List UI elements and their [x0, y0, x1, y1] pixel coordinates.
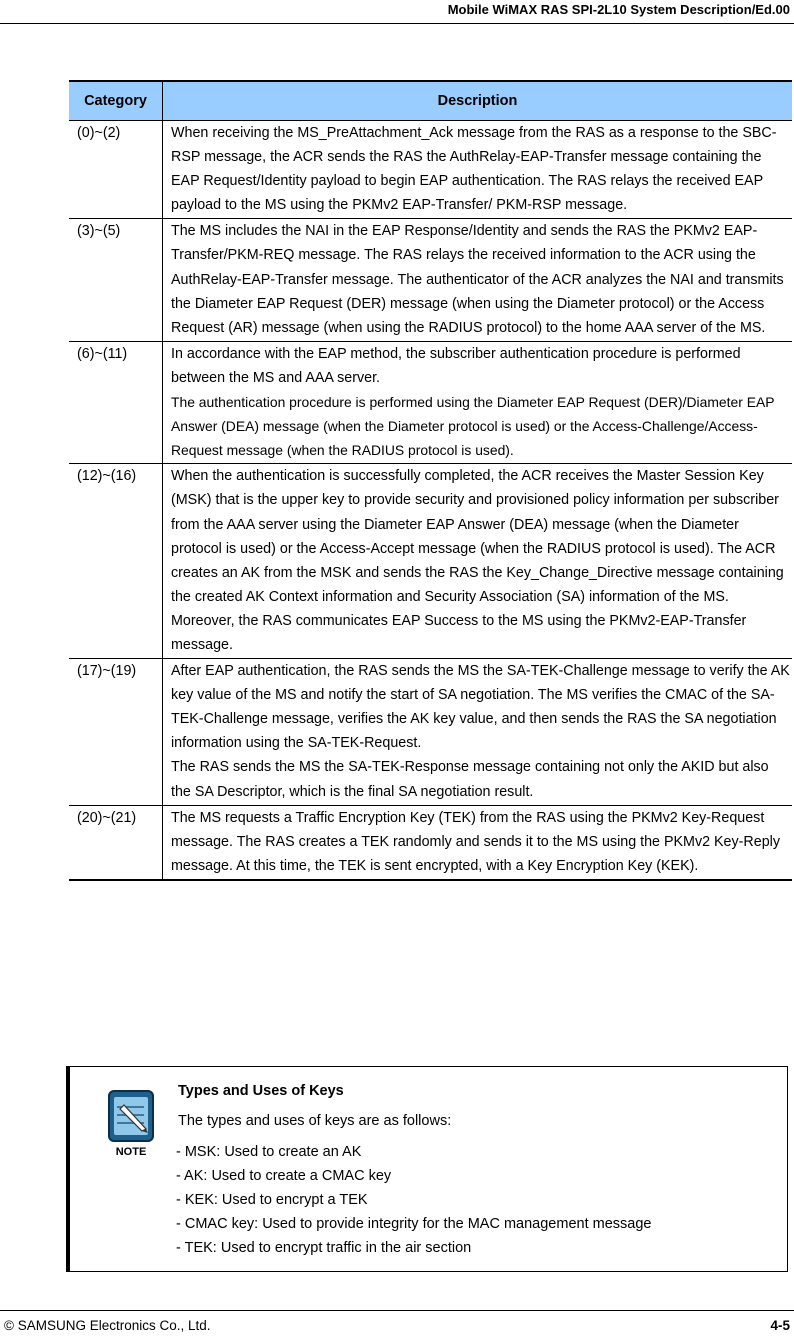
row-category: (20)~(21) — [69, 805, 163, 880]
description-paragraph: When the authentication is successfully completed, the ACR receives the Master Session Key (MSK) that is the upper key to provide security and provisioned policy information per subscriber from the AAA server using the Diameter EAP Answer (DEA) message (when the Diameter protocol is used) or the Access-Accept message (when the RADIUS protocol is used). The ACR creates an AK from the MSK and sends the RAS the Key_Change_Directive message containing the created AK Context information and Security Association (SA) information of the MS. Moreover, the RAS communicates EAP Success to the MS using the PKMv2-EAP-Transfer message. — [171, 468, 784, 653]
note-item-tek: - TEK: Used to encrypt traffic in the air section — [176, 1240, 472, 1256]
document-header-title: Mobile WiMAX RAS SPI-2L10 System Description/Ed.00 — [447, 2, 790, 17]
row-description — [163, 341, 793, 463]
footer-copyright: © SAMSUNG Electronics Co., Ltd. — [4, 1318, 211, 1333]
row-category: (6)~(11) — [69, 341, 163, 463]
description-paragraph: The MS includes the NAI in the EAP Response/Identity and sends the RAS the PKMv2 EAP-Transfer/PKM-REQ message. The RAS relays the received information to the ACR using the AuthRelay-EAP-Transfer message. The authenticator of the ACR analyzes the NAI and transmits the Diameter EAP Request (DER) message (when using the Diameter protocol) or the Access Request (AR) message (when using the RADIUS protocol) to the home AAA server of the MS. — [171, 223, 784, 336]
table-row — [69, 805, 792, 880]
note-item-cmac: - CMAC key: Used to provide integrity for the MAC management message — [176, 1216, 652, 1232]
table-header-row — [69, 81, 792, 121]
note-icon — [106, 1089, 156, 1159]
note-box — [66, 1066, 788, 1272]
table-body — [69, 121, 792, 880]
row-description — [163, 805, 793, 880]
row-category: (12)~(16) — [69, 464, 163, 659]
table-row — [69, 219, 792, 341]
note-intro: The types and uses of keys are as follows: — [178, 1113, 452, 1129]
table-row — [69, 341, 792, 463]
row-description — [163, 659, 793, 806]
description-paragraph: In accordance with the EAP method, the subscriber authentication procedure is performed between the MS and AAA server. — [171, 345, 741, 386]
description-paragraph: The MS requests a Traffic Encryption Key (TEK) from the RAS using the PKMv2 Key-Request message. The RAS creates a TEK randomly and sends it to the MS using the PKMv2 Key-Reply message. At this time, the TEK is sent encrypted, with a Key Encryption Key (KEK). — [171, 809, 780, 874]
row-category: (0)~(2) — [69, 121, 163, 219]
row-description — [163, 121, 793, 219]
column-header-description: Description — [163, 81, 793, 121]
note-key-list — [176, 1140, 651, 1260]
row-description — [163, 464, 793, 659]
row-category: (17)~(19) — [69, 659, 163, 806]
note-icon-label: NOTE — [115, 1146, 147, 1158]
table-row — [69, 464, 792, 659]
note-item-msk: - MSK: Used to create an AK — [176, 1144, 362, 1160]
row-description — [163, 219, 793, 341]
column-header-category: Category — [69, 81, 163, 121]
description-paragraph: After EAP authentication, the RAS sends the MS the SA-TEK-Challenge message to verify the AK key value of the MS and notify the start of SA negotiation. The MS verifies the CMAC of the SA-TEK-Challenge message, verifies the AK key value, and then sends the RAS the SA negotiation information using the SA-TEK-Request. — [171, 663, 790, 752]
footer-divider — [0, 1310, 794, 1311]
description-paragraph: The RAS sends the MS the SA-TEK-Response message containing not only the AKID but also the SA Descriptor, which is the final SA negotiation result. — [171, 759, 769, 800]
table-row — [69, 659, 792, 806]
description-paragraph: The authentication procedure is performed using the Diameter EAP Request (DER)/Diameter EAP Answer (DEA) message (when the Diameter protocol is used) or the Access-Challenge/Access-Request message (when the RADIUS protocol is used). — [171, 394, 775, 459]
description-paragraph: When receiving the MS_PreAttachment_Ack message from the RAS as a response to the SBC-RSP message, the ACR sends the RAS the AuthRelay-EAP-Transfer message containing the EAP Request/Identity payload to begin EAP authentication. The RAS relays the received EAP payload to the MS using the PKMv2 EAP-Transfer/ PKM-RSP message. — [171, 125, 777, 214]
table-row — [69, 121, 792, 219]
row-category: (3)~(5) — [69, 219, 163, 341]
footer-page-number: 4-5 — [770, 1318, 790, 1333]
note-item-kek: - KEK: Used to encrypt a TEK — [176, 1192, 368, 1208]
note-item-ak: - AK: Used to create a CMAC key — [176, 1168, 392, 1184]
note-title: Types and Uses of Keys — [178, 1083, 344, 1099]
description-table — [69, 80, 792, 881]
header-divider — [0, 23, 794, 24]
